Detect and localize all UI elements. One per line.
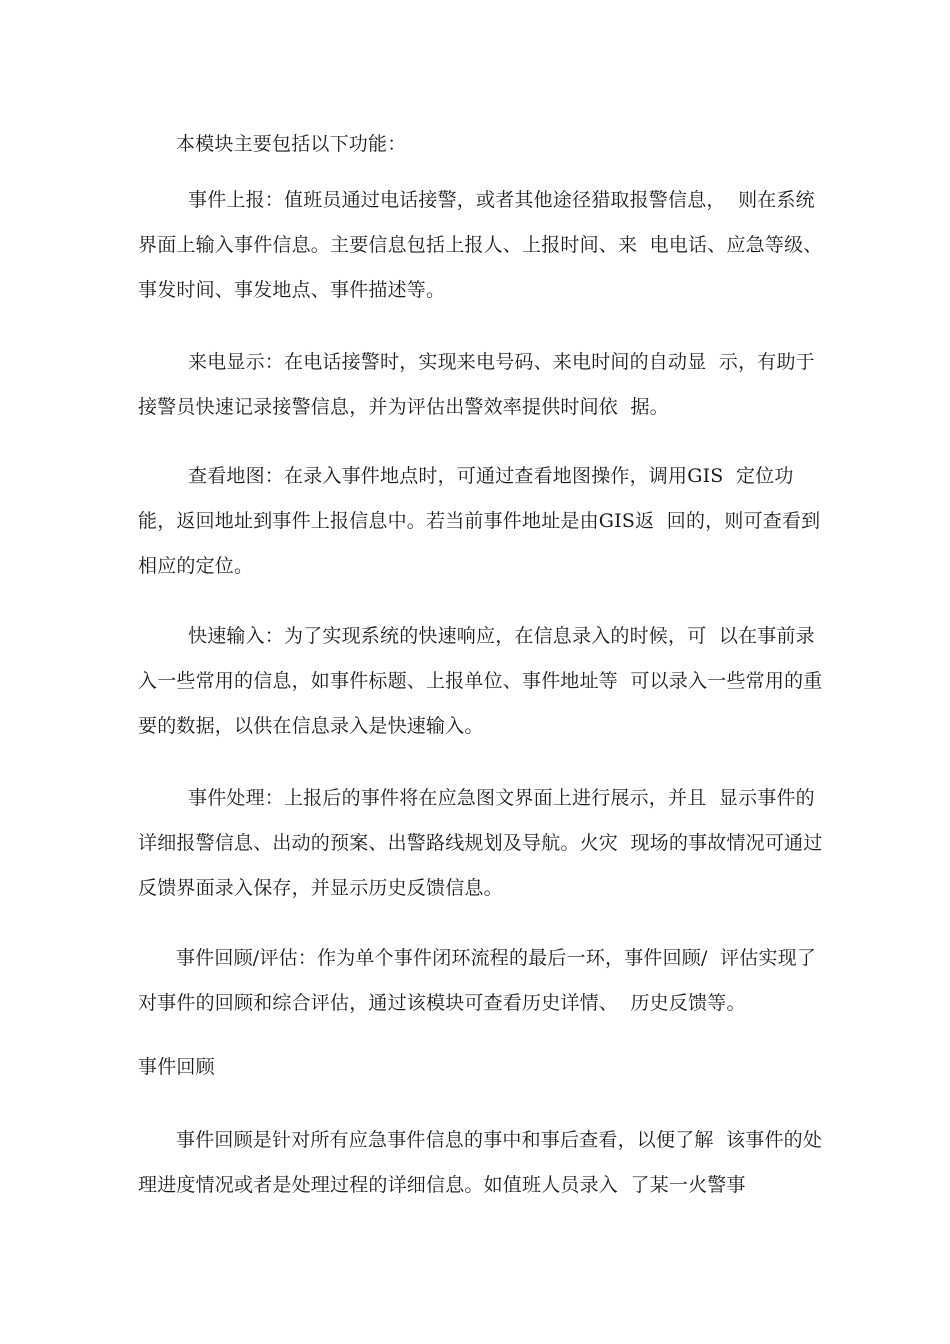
view-map-paragraph: 查看地图：在录入事件地点时，可通过查看地图操作，调用GIS 定位功能，返回地址到事件上报信息中。若当前事件地址是由GIS返 回的，则可查看到相应的定位。 (138, 465, 821, 577)
event-review-paragraph: 事件回顾/评估：作为单个事件闭环流程的最后一环，事件回顾/ 评估实现了对事件的回顾和综合评估，通过该模块可查看历史详情、 历史反馈等。 (138, 947, 817, 1014)
event-review-heading: 事件回顾 (138, 1056, 215, 1078)
caller-id-paragraph: 来电显示：在电话接警时，实现来电号码、来电时间的自动显 示，有助于接警员快速记录接警信息，并为评估出警效率提供时间依 据。 (138, 351, 815, 418)
intro-paragraph: 本模块主要包括以下功能： (176, 133, 407, 155)
quick-input-paragraph: 快速输入：为了实现系统的快速响应，在信息录入的时候，可 以在事前录入一些常用的信息，如事件标题、上报单位、事件地址等 可以录入一些常用的重要的数据，以供在信息录入是快速输入。 (138, 625, 823, 737)
event-review-body-paragraph: 事件回顾是针对所有应急事件信息的事中和事后查看，以便了解 该事件的处理进度情况或者是处理过程的详细信息。如值班人员录入 了某一火警事 (138, 1129, 823, 1196)
event-handling-paragraph: 事件处理：上报后的事件将在应急图文界面上进行展示，并且 显示事件的详细报警信息、出动的预案、出警路线规划及导航。火灾 现场的事故情况可通过反馈界面录入保存，并显示历史反馈信息。 (138, 787, 823, 899)
event-report-paragraph: 事件上报：值班员通过电话接警，或者其他途径猎取报警信息， 则在系统界面上输入事件信息。主要信息包括上报人、上报时间、来 电电话、应急等级、事发时间、事发地点、事件描述等。 (138, 189, 823, 301)
